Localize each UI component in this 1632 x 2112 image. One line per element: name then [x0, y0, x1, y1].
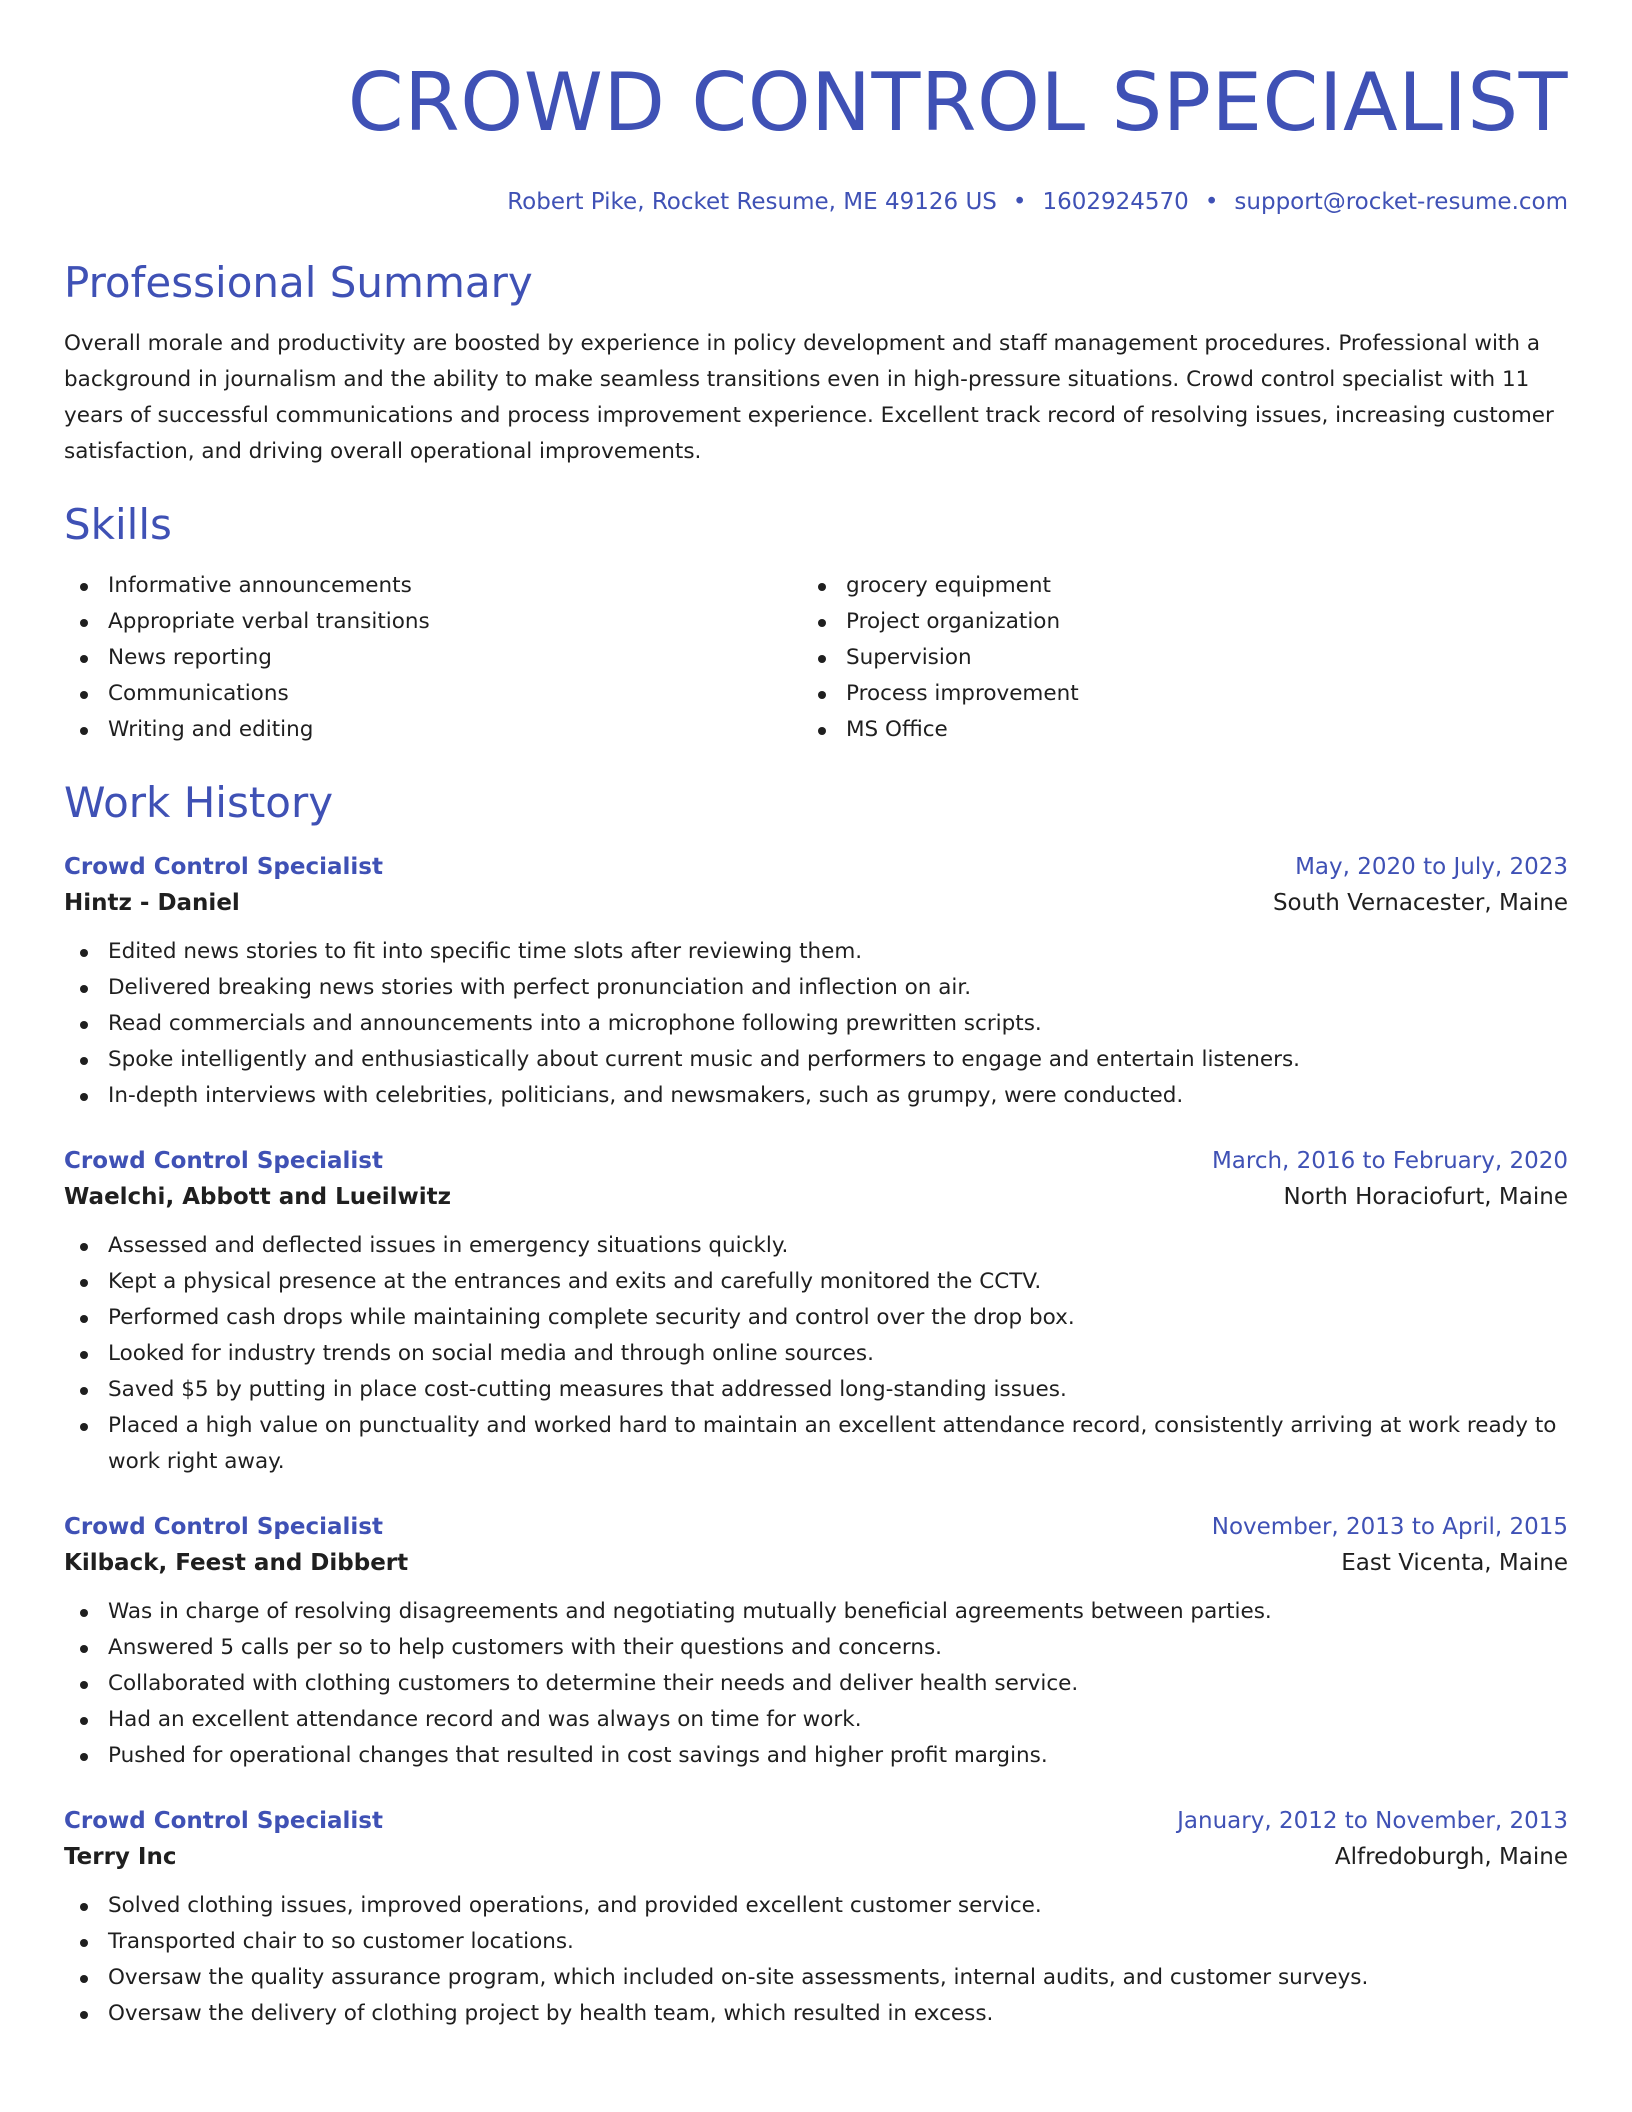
job-bullet: Assessed and deflected issues in emergency situations quickly. — [64, 1228, 1568, 1264]
job-company-row — [64, 1838, 1568, 1876]
job-bullets — [64, 1594, 1568, 1774]
job-bullets — [64, 1228, 1568, 1480]
job-bullet: Oversaw the quality assurance program, which included on-site assessments, internal audits, and customer surveys. — [64, 1960, 1568, 1996]
job-company-row — [64, 1178, 1568, 1216]
job-company: Kilback, Feest and Dibbert — [64, 1550, 409, 1576]
job-location: North Horaciofurt, Maine — [1283, 1184, 1568, 1210]
resume-title: CROWD CONTROL SPECIALIST — [347, 56, 1568, 149]
job-bullet: Placed a high value on punctuality and worked hard to maintain an excellent attendance record, consistently arriving at work ready to work right away. — [64, 1408, 1568, 1480]
job-bullet: Looked for industry trends on social media and through online sources. — [64, 1336, 1568, 1372]
job-title: Crowd Control Specialist — [64, 1514, 383, 1540]
job-entry — [64, 850, 1568, 1114]
skill-item: Process improvement — [802, 676, 1540, 712]
job-title-row — [64, 1804, 1568, 1838]
contact-separator: • — [1012, 189, 1027, 215]
job-dates: January, 2012 to November, 2013 — [1177, 1808, 1568, 1834]
job-bullet: Kept a physical presence at the entrances and exits and carefully monitored the CCTV. — [64, 1264, 1568, 1300]
job-entry — [64, 1804, 1568, 2032]
contact-separator: • — [1204, 189, 1219, 215]
job-dates: March, 2016 to February, 2020 — [1211, 1148, 1568, 1174]
skills-grid — [64, 568, 1568, 748]
job-entry — [64, 1510, 1568, 1774]
skills-column-left — [64, 568, 802, 748]
job-bullet: Answered 5 calls per so to help customers with their questions and concerns. — [64, 1630, 1568, 1666]
job-title-row — [64, 850, 1568, 884]
job-bullet: Delivered breaking news stories with perfect pronunciation and inflection on air. — [64, 970, 1568, 1006]
job-bullet: Saved $5 by putting in place cost-cutting measures that addressed long-standing issues. — [64, 1372, 1568, 1408]
skill-item: Communications — [64, 676, 802, 712]
job-bullet: Collaborated with clothing customers to determine their needs and deliver health service. — [64, 1666, 1568, 1702]
job-dates: May, 2020 to July, 2023 — [1295, 854, 1568, 880]
job-company: Waelchi, Abbott and Lueilwitz — [64, 1184, 451, 1210]
job-location: South Vernacester, Maine — [1272, 890, 1568, 916]
job-bullet: Had an excellent attendance record and was always on time for work. — [64, 1702, 1568, 1738]
job-title: Crowd Control Specialist — [64, 1808, 383, 1834]
skills-column-right — [802, 568, 1540, 748]
job-title-row — [64, 1144, 1568, 1178]
job-title: Crowd Control Specialist — [64, 854, 383, 880]
job-bullet: Solved clothing issues, improved operations, and provided excellent customer service. — [64, 1888, 1568, 1924]
job-bullet: Transported chair to so customer locations. — [64, 1924, 1568, 1960]
skill-item: Project organization — [802, 604, 1540, 640]
job-title-row — [64, 1510, 1568, 1544]
job-bullet: Was in charge of resolving disagreements and negotiating mutually beneficial agreements between parties. — [64, 1594, 1568, 1630]
job-bullet: Read commercials and announcements into a microphone following prewritten scripts. — [64, 1006, 1568, 1042]
job-location: East Vicenta, Maine — [1341, 1550, 1568, 1576]
job-bullet: Edited news stories to fit into specific time slots after reviewing them. — [64, 934, 1568, 970]
contact-email[interactable]: support@rocket-resume.com — [1234, 189, 1568, 215]
summary-text: Overall morale and productivity are boosted by experience in policy development and staff management procedures. Professional with a background in journalism and the ability to make seamless transitions even in high-pressure situations. Crowd control specialist with 11 years of successful communications and process improvement experience. Excellent track record of resolving issues, increasing customer satisfaction, and driving overall operational improvements. — [64, 331, 1554, 464]
job-title: Crowd Control Specialist — [64, 1148, 383, 1174]
job-company: Hintz - Daniel — [64, 890, 240, 916]
skill-item: Informative announcements — [64, 568, 802, 604]
job-entry — [64, 1144, 1568, 1480]
job-company-row — [64, 1544, 1568, 1582]
skill-item: grocery equipment — [802, 568, 1540, 604]
work-history-heading: Work History — [64, 778, 334, 827]
job-bullets — [64, 1888, 1568, 2032]
summary-heading: Professional Summary — [64, 258, 533, 307]
job-bullets — [64, 934, 1568, 1114]
contact-line — [64, 186, 1568, 218]
job-bullet: Performed cash drops while maintaining complete security and control over the drop box. — [64, 1300, 1568, 1336]
skill-item: Supervision — [802, 640, 1540, 676]
job-bullet: Oversaw the delivery of clothing project by health team, which resulted in excess. — [64, 1996, 1568, 2032]
job-dates: November, 2013 to April, 2015 — [1211, 1514, 1568, 1540]
skill-item: Writing and editing — [64, 712, 802, 748]
job-bullet: Spoke intelligently and enthusiastically about current music and performers to engage and entertain listeners. — [64, 1042, 1568, 1078]
skill-item: Appropriate verbal transitions — [64, 604, 802, 640]
skill-item: News reporting — [64, 640, 802, 676]
skills-heading: Skills — [64, 500, 172, 549]
job-company: Terry Inc — [64, 1844, 177, 1870]
job-location: Alfredoburgh, Maine — [1334, 1844, 1568, 1870]
contact-phone: 1602924570 — [1042, 189, 1189, 215]
contact-address: Robert Pike, Rocket Resume, ME 49126 US — [507, 189, 997, 215]
skill-item: MS Office — [802, 712, 1540, 748]
job-company-row — [64, 884, 1568, 922]
job-bullet: Pushed for operational changes that resulted in cost savings and higher profit margins. — [64, 1738, 1568, 1774]
job-bullet: In-depth interviews with celebrities, politicians, and newsmakers, such as grumpy, were conducted. — [64, 1078, 1568, 1114]
